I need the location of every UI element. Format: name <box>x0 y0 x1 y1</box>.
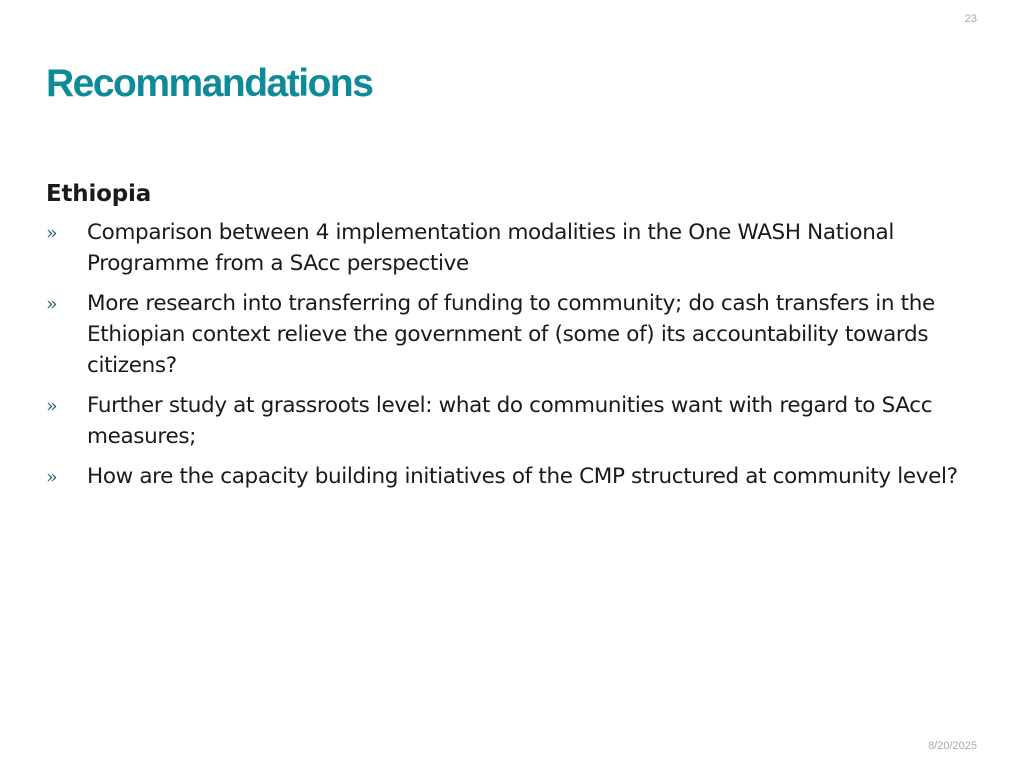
bullet-text: More research into transferring of funding to community; do cash transfers in the Ethiopian context relieve the government of (some of) its accountability towards citizens? <box>87 291 935 378</box>
page-number: 23 <box>964 13 977 25</box>
section-heading: Ethiopia <box>46 181 152 207</box>
bullet-item <box>46 217 966 279</box>
bullet-text: Further study at grassroots level: what do communities want with regard to SAcc measures; <box>87 393 933 449</box>
slide-title: Recommandations <box>46 62 373 105</box>
bullet-item <box>46 390 966 452</box>
bullet-marker-icon: » <box>46 293 58 315</box>
bullet-marker-icon: » <box>46 466 58 488</box>
slide-content <box>46 181 966 501</box>
bullet-text: Comparison between 4 implementation modalities in the One WASH National Programme from a SAcc perspective <box>87 220 894 276</box>
footer-date: 8/20/2025 <box>928 740 977 752</box>
bullet-text: How are the capacity building initiatives of the CMP structured at community level? <box>87 464 958 489</box>
bullet-item <box>46 461 966 492</box>
bullet-marker-icon: » <box>46 222 58 244</box>
bullet-marker-icon: » <box>46 395 58 417</box>
bullet-list <box>46 217 966 492</box>
bullet-item <box>46 288 966 381</box>
